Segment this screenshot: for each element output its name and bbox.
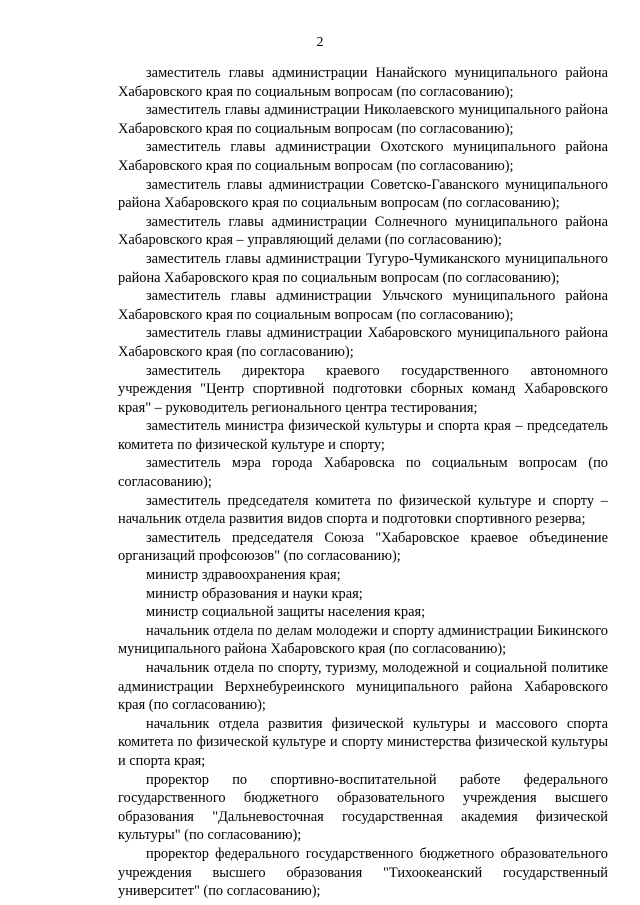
member-entry: заместитель главы администрации Советско-Гаванского муниципального района Хабаровского края по социальным вопросам (по согласованию); [118,176,608,212]
member-entry: проректор по спортивно-воспитательной работе федерального государственного бюджетного образовательного учреждения высшего образования "Дальневосточная государственная академия физической культуры" (по согласованию); [118,771,608,844]
member-entry: начальник отдела по делам молодежи и спорту администрации Бикинского муниципального района Хабаровского края (по согласованию); [118,622,608,658]
member-entry: заместитель главы администрации Николаевского муниципального района Хабаровского края по социальным вопросам (по согласованию); [118,102,608,137]
page-number: 2 [316,35,324,50]
member-entry: начальник отдела развития физической культуры и массового спорта комитета по физической культуре и спорту министерства физической культуры и спорта края; [118,715,608,769]
member-entry: министр социальной защиты населения края; [146,604,426,621]
member-entry: заместитель директора краевого государственного автономного учреждения "Центр спортивной подготовки сборных команд Хабаровского края" – руководитель регионального центра тестирования; [118,362,608,416]
document-body [118,64,608,901]
member-entry: министр здравоохранения края; [146,567,341,584]
member-entry: проректор федерального государственного бюджетного образовательного учреждения высшего образования "Тихоокеанский государственный университет" (по согласованию); [118,845,608,900]
member-entry: начальник отдела по спорту, туризму, молодежной и социальной политике администрации Верхнебуреинского муниципального района Хабаровского края (по согласованию); [118,660,608,714]
member-entry: заместитель председателя Союза "Хабаровское краевое объединение организаций профсоюзов" (по согласованию); [118,529,608,565]
member-entry: заместитель главы администрации Хабаровского муниципального района Хабаровского края (по согласованию); [118,325,608,360]
member-entry: заместитель главы администрации Тугуро-Чумиканского муниципального района Хабаровского края по социальным вопросам (по согласованию); [118,250,608,286]
member-entry: заместитель главы администрации Нанайского муниципального района Хабаровского края по социальным вопросам (по согласованию); [118,65,608,100]
member-entry: заместитель министра физической культуры и спорта края – председатель комитета по физической культуре и спорту; [118,418,608,453]
member-entry: заместитель председателя комитета по физической культуре и спорту – начальник отдела развития видов спорта и подготовки спортивного резерва; [118,492,608,528]
member-entry: заместитель мэра города Хабаровска по социальным вопросам (по согласованию); [118,455,608,491]
member-entry: заместитель главы администрации Солнечного муниципального района Хабаровского края – управляющий делами (по согласованию); [118,213,608,249]
member-entry: заместитель главы администрации Ульчского муниципального района Хабаровского края по социальным вопросам (по согласованию); [118,288,608,323]
member-entry: заместитель главы администрации Охотского муниципального района Хабаровского края по социальным вопросам (по согласованию); [118,139,608,174]
member-entry: министр образования и науки края; [146,585,363,602]
